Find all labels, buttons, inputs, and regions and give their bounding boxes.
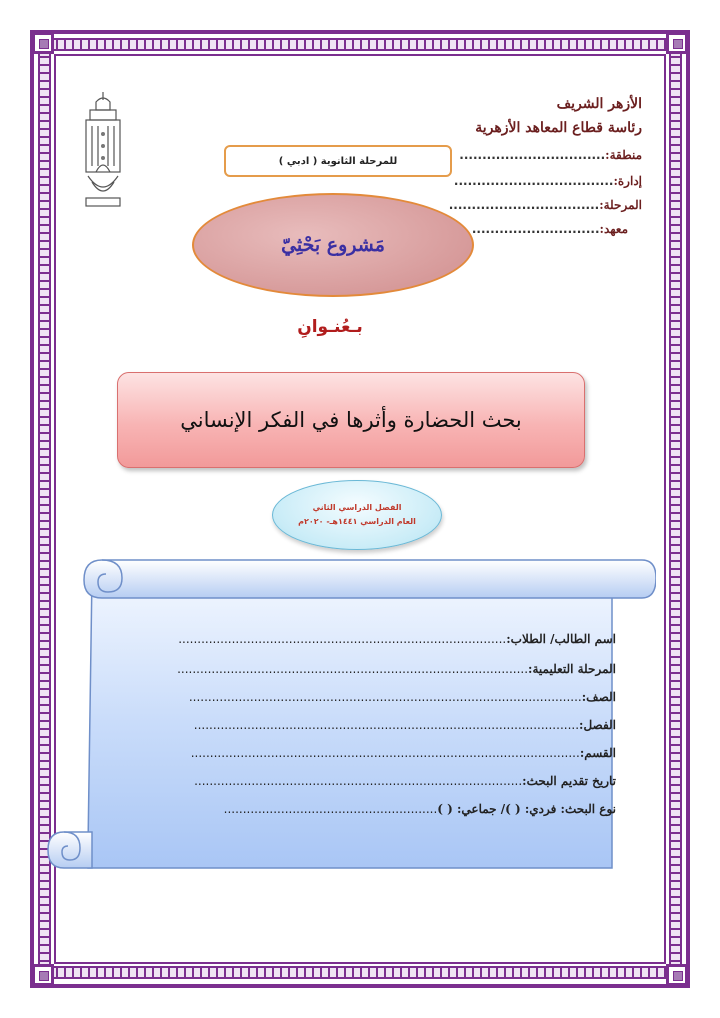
form-row-submission-date: تاريخ تقديم البحث:...................................................................................... [194, 774, 616, 788]
corner-ornament-icon [32, 32, 54, 54]
stage-label: للمرحلة الثانوية ( ادبي ) [278, 155, 398, 167]
corner-ornament-icon [32, 964, 54, 986]
header-field-region: منطقة:................................ [459, 148, 642, 162]
page-border-bottom [40, 966, 680, 979]
corner-ornament-icon [666, 964, 688, 986]
research-title-box [117, 372, 585, 468]
form-row-student-name: اسم الطالب/ الطلاب:...................................................................................... [178, 632, 616, 646]
term-semester: الفصل الدراسي الثاني [312, 503, 402, 512]
stage-label-box [224, 145, 452, 177]
scroll-banner [44, 556, 656, 876]
al-azhar-logo-icon [82, 88, 124, 212]
header-field-stage: المرحلة:................................. [448, 198, 642, 212]
form-row-education-stage: المرحلة التعليمية:............................................................................................ [177, 662, 616, 676]
org-name: الأزهر الشريف [556, 96, 642, 112]
form-row-grade: الصف:....................................................................................................... [188, 690, 616, 704]
form-row-research-type: نوع البحث: فردي: ( )/ جماعي: ( )........................................................ [223, 802, 616, 816]
header-field-administration: إدارة:................................... [453, 174, 642, 188]
form-row-class: الفصل:..................................................................................................... [193, 718, 616, 732]
corner-ornament-icon [666, 32, 688, 54]
form-row-department: القسم:...................................................................................................... [190, 746, 616, 760]
term-year: العام الدراسي ١٤٤١هـ- ٢٠٢٠م [298, 517, 416, 526]
project-title: مَشروع بَحْثِيّ [281, 234, 385, 256]
subtitle-label: بـعُنـوانِ [297, 317, 363, 337]
page-border-right [669, 40, 682, 978]
project-badge [192, 193, 474, 297]
term-badge [272, 480, 442, 550]
header-field-institute: معهد:............................ [471, 222, 628, 236]
research-title: بحث الحضارة وأثرها في الفكر الإنساني [180, 408, 522, 432]
org-sector: رئاسة قطاع المعاهد الأزهرية [475, 120, 642, 136]
page-border-top [40, 38, 680, 51]
